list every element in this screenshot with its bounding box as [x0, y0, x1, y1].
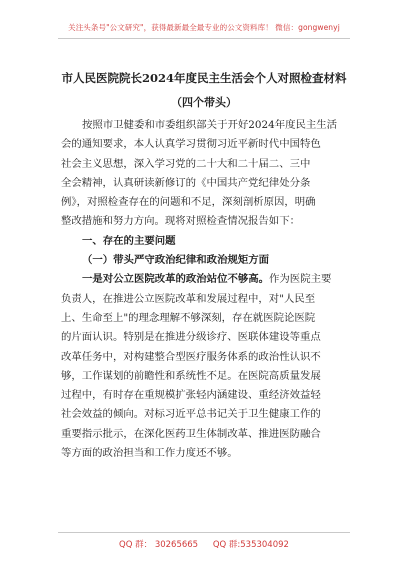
header-banner: 关注头条号"公文研究"，获得最新最全最专业的公文资料库！ 微信：gongwenyj: [68, 23, 340, 32]
body-line: 上、生命至上"的理念理解不够深刻，存在就医院论医院: [61, 311, 316, 324]
header-divider: [58, 38, 350, 39]
body-line: 等方面的政治担当和工作力度还不够。: [61, 447, 238, 460]
subsection-heading: （一）带头严守政治纪律和政治规矩方面: [82, 254, 270, 267]
body-line: 社会主义思想，深入学习党的二十大和二十届二、三中: [61, 157, 311, 170]
body-line: 改革任务中，对构建整合型医疗服务体系的政治性认识不: [61, 350, 321, 363]
body-line: [61, 270, 351, 289]
footer-divider: [58, 532, 350, 533]
point-text: 作为医院主要: [269, 273, 332, 286]
footer-qq-group-1: QQ 群： 30265665: [119, 540, 199, 550]
body-line: 重要指示批示，在深化医药卫生体制改革、推进医防融合: [61, 427, 321, 440]
body-line: 整改措施和努力方向。现将对照检查情况报告如下：: [61, 215, 300, 228]
body-line: 过程中，有时存在重规模扩张轻内涵建设、重经济效益轻: [61, 389, 321, 402]
document-body: [61, 116, 351, 463]
body-line: 负责人，在推进公立医院改革和发展过程中，对"人民至: [61, 292, 316, 305]
body-line: 全会精神，认真研读新修订的《中国共产党纪律处分条: [61, 176, 311, 189]
body-line: 社会效益的倾向。对标习近平总书记关于卫生健康工作的: [61, 408, 321, 421]
document-title: 市人民医院院长2024年度民主生活会个人对照检查材料: [61, 71, 347, 85]
section-heading: 一、存在的主要问题: [82, 234, 176, 247]
footer: [0, 538, 408, 550]
point-lead: 一是对公立医院改革的政治站位不够高。: [82, 273, 270, 286]
body-line: 按照市卫健委和市委组织部关于开好2024年度民主生活: [82, 119, 338, 131]
document-subtitle: （四个带头）: [171, 96, 237, 109]
body-line: 会的通知要求，本人认真学习贯彻习近平新时代中国特色: [61, 138, 321, 151]
body-line: 的片面认识。特别是在推进分级诊疗、医联体建设等重点: [61, 331, 321, 344]
footer-qq-group-2: QQ 群:535304092: [212, 540, 289, 550]
body-line: 例》，对照检查存在的问题和不足，深刻剖析原因，明确: [61, 196, 316, 209]
body-line: 够，工作谋划的前瞻性和系统性不足。在医院高质量发展: [61, 369, 321, 382]
